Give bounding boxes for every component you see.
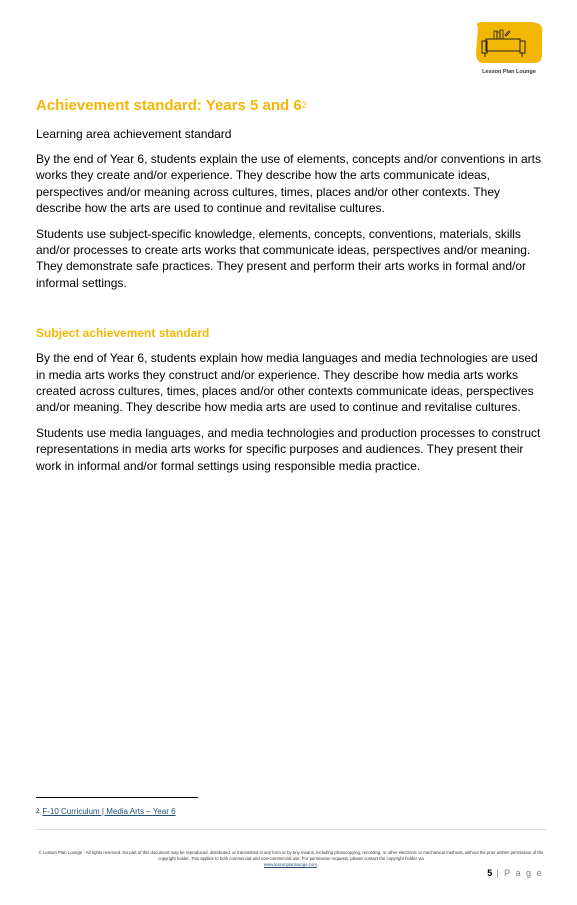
footnote	[36, 807, 176, 817]
subject-paragraph-2: Students use media languages, and media technologies and production processes to construct representations in media arts works for specific purposes and audiences. They present their work in informal and/or formal settings using responsible media practice.	[36, 425, 541, 473]
footer-divider	[36, 829, 546, 830]
footnote-ref: 2	[301, 100, 307, 110]
page-label: P a g e	[504, 868, 543, 878]
footnote-divider	[36, 797, 198, 798]
footnote-number: 2	[36, 809, 40, 815]
page-number: 5 | P a g e	[487, 868, 543, 878]
logo-text: Lesson Plan Lounge	[482, 69, 536, 75]
page-number-value: 5	[487, 868, 493, 878]
footnote-link[interactable]: F-10 Curriculum | Media Arts – Year 6	[42, 807, 176, 816]
website-link[interactable]: www.lessonplanlounge.com	[263, 862, 317, 867]
lesson-plan-lounge-logo	[472, 21, 546, 77]
sofa-with-books-icon	[472, 21, 546, 69]
subject-heading: Subject achievement standard	[36, 326, 210, 341]
subject-paragraph-1: By the end of Year 6, students explain how media languages and media technologies are used in media arts works they construct and/or experience. They describe how media arts works created across cultures, times, places and/or other contexts communicate ideas, perspectives and/or meaning. They describe how media arts are used to continue and revitalise cultures.	[36, 351, 538, 415]
copyright-text: © Lesson Plan Lounge - All rights reserved. No part of this document may be reproduced, distributed, or transmitted in any form or by any means, including photocopying, recording, or other electronic or mechanical methods, without the prior written permission of the copyright holder. This applies to both commercial and non-commercial use. For permission requests, please contact the copyright holder via	[38, 850, 544, 861]
learning-area-paragraph-1: By the end of Year 6, students explain the use of elements, concepts and/or conventions in arts works they create and/or experience. They describe how the arts communicate ideas, perspectives and/or meaning across cultures, times, places and/or other contexts. They describe how the arts are used to continue and revitalise cultures.	[36, 152, 541, 216]
page-title-text: Achievement standard: Years 5 and 6	[36, 97, 302, 114]
page-title	[36, 96, 541, 116]
learning-area-paragraph-2: Students use subject-specific knowledge, elements, concepts, conventions, materials, skills and/or processes to create arts works that communicate ideas, perspectives and/or meaning. They demonstrate safe practices. They present and perform their arts works in formal and/or informal settings.	[36, 226, 531, 290]
learning-area-label: Learning area achievement standard	[36, 127, 232, 141]
copyright-notice: © Lesson Plan Lounge - All rights reserved. No part of this document may be reproduced, distributed, or transmitted in any form or by any means, including photocopying, recording, or other electronic or mechanical methods, without the prior written permission of the copyright holder. This applies to both commercial and non-commercial use. For permission requests, please contact the copyright holder via www.lessonplanlounge.com.	[38, 850, 544, 867]
main-content	[36, 96, 541, 474]
